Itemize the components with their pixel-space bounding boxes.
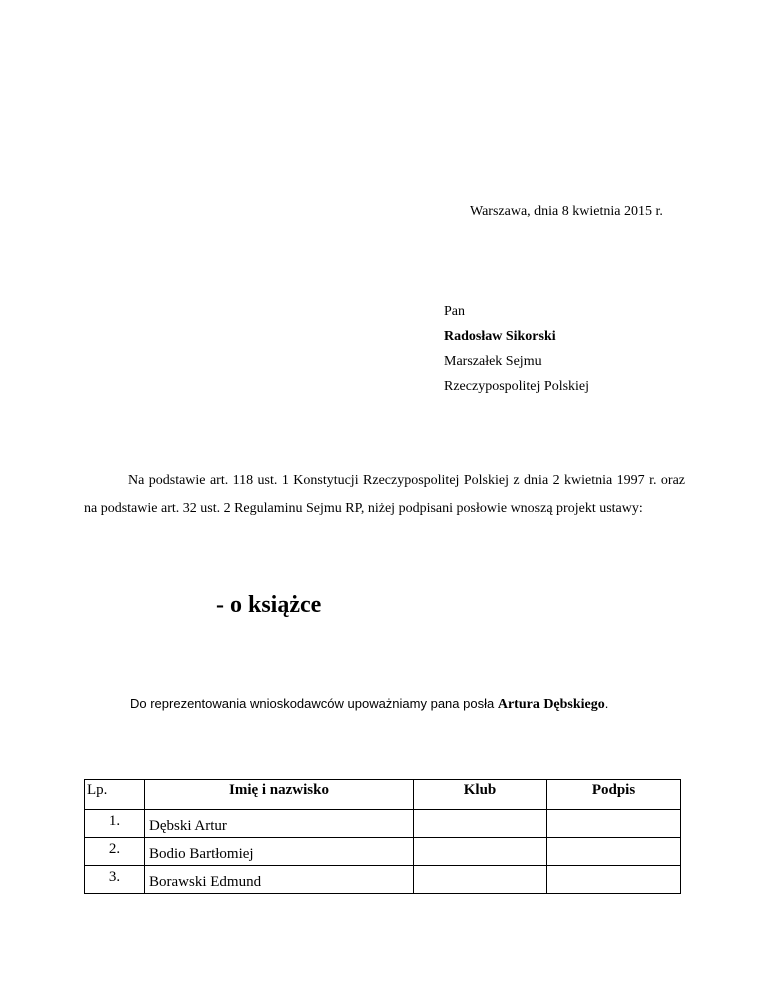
row-club bbox=[414, 810, 547, 838]
row-lp: 3. bbox=[85, 866, 145, 894]
row-signature bbox=[547, 810, 681, 838]
addressee-title: Marszałek Sejmu bbox=[444, 354, 542, 369]
header-lp: Lp. bbox=[85, 780, 145, 810]
row-lp: 2. bbox=[85, 838, 145, 866]
addressee-salutation: Pan bbox=[444, 304, 465, 319]
row-lp: 1. bbox=[85, 810, 145, 838]
date-line: Warszawa, dnia 8 kwietnia 2015 r. bbox=[470, 204, 663, 219]
representative-name: Artura Dębskiego bbox=[497, 697, 605, 712]
table-header-row bbox=[85, 780, 681, 810]
row-signature bbox=[547, 866, 681, 894]
addressee-institution: Rzeczypospolitej Polskiej bbox=[444, 379, 590, 394]
addressee-block bbox=[444, 303, 589, 403]
representation-prefix: Do reprezentowania wnioskodawców upoważniamy pana posła bbox=[130, 696, 498, 711]
row-club bbox=[414, 866, 547, 894]
header-club: Klub bbox=[414, 780, 547, 810]
addressee-name: Radosław Sikorski bbox=[444, 329, 556, 344]
row-name: Dębski Artur bbox=[145, 810, 414, 838]
bill-title: - o książce bbox=[216, 592, 322, 618]
row-signature bbox=[547, 838, 681, 866]
table-row bbox=[85, 810, 681, 838]
row-club bbox=[414, 838, 547, 866]
table-row bbox=[85, 866, 681, 894]
intro-paragraph: Na podstawie art. 118 ust. 1 Konstytucji Rzeczypospolitej Polskiej z dnia 2 kwietnia 1997 r. oraz na podstawie art. 32 ust. 2 Regulaminu Sejmu RP, niżej podpisani posłowie wnoszą projekt ustawy: bbox=[84, 473, 685, 516]
table-row bbox=[85, 838, 681, 866]
representation-line bbox=[130, 696, 608, 713]
row-name: Borawski Edmund bbox=[145, 866, 414, 894]
signature-table bbox=[84, 779, 681, 894]
header-name: Imię i nazwisko bbox=[145, 780, 414, 810]
header-signature: Podpis bbox=[547, 780, 681, 810]
representation-suffix: . bbox=[604, 696, 609, 711]
row-name: Bodio Bartłomiej bbox=[145, 838, 414, 866]
